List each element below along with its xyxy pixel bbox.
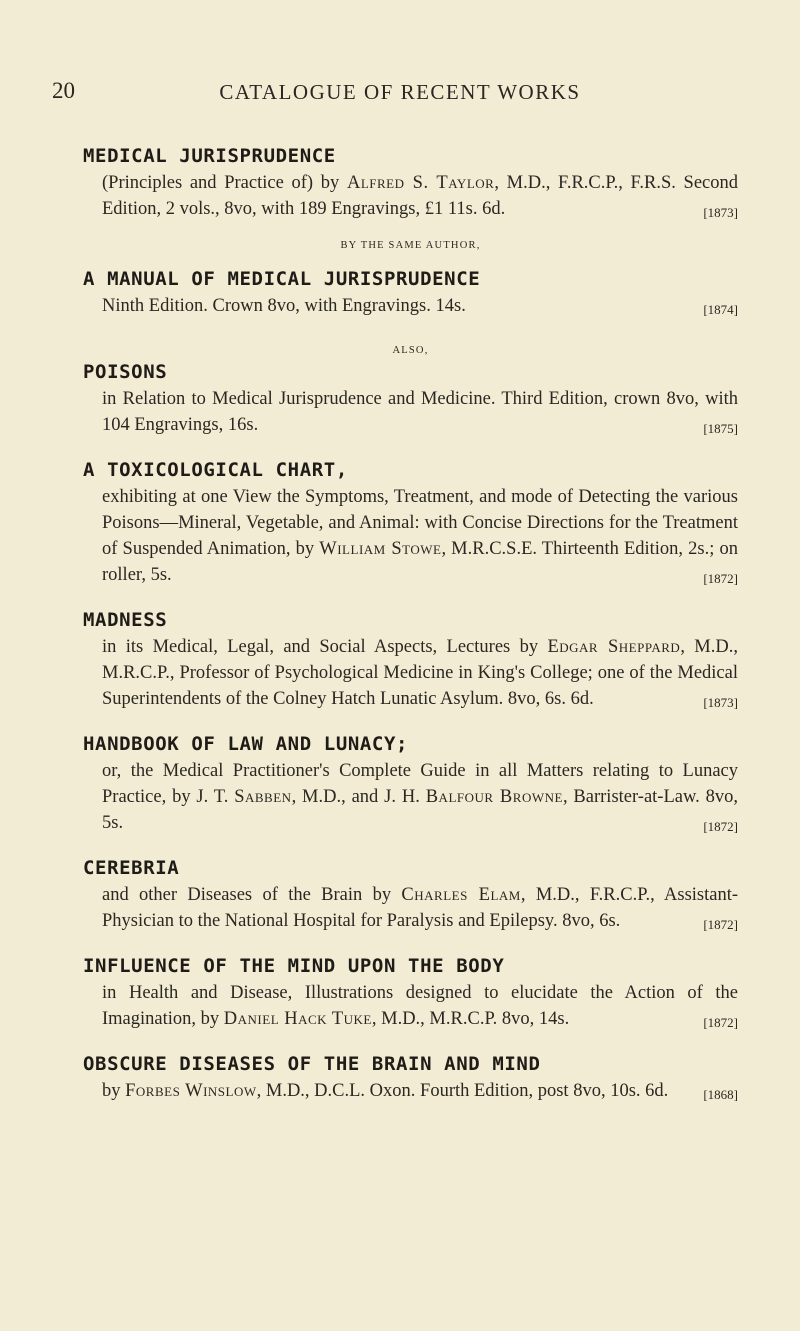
entry-description: exhibiting at one View the Symptoms, Treatment, and mode of Detecting the various Poisons—Mineral, Vegetable, and Animal: with Concise Directions for the Treatment of Suspended Animation, by William Stowe, M.R.C.S.E. Thirteenth Edition, 2s.; on roller, 5s. [1872] bbox=[83, 484, 738, 588]
author-name: Balfour Browne bbox=[425, 787, 563, 807]
entry-description: by Forbes Winslow, M.D., D.C.L. Oxon. Fourth Edition, post 8vo, 10s. 6d. [1868] bbox=[83, 1078, 738, 1104]
catalogue-entry bbox=[83, 854, 738, 934]
entry-title: OBSCURE DISEASES OF THE BRAIN AND MIND bbox=[83, 1053, 541, 1075]
catalogue-entry bbox=[83, 265, 738, 319]
page-number: 20 bbox=[52, 78, 75, 103]
author-name: Sabben bbox=[234, 787, 292, 807]
entry-title: POISONS bbox=[83, 361, 168, 383]
separator-also: ALSO, bbox=[392, 345, 429, 356]
catalogue-entry bbox=[83, 142, 738, 222]
running-head: CATALOGUE OF RECENT WORKS bbox=[219, 80, 581, 104]
entry-title: HANDBOOK OF LAW AND LUNACY; bbox=[83, 733, 409, 755]
entry-description: Ninth Edition. Crown 8vo, with Engravings. 14s. [1874] bbox=[83, 293, 738, 319]
publication-year: [1868] bbox=[703, 1087, 738, 1102]
entry-title: CEREBRIA bbox=[83, 857, 180, 879]
entry-description: (Principles and Practice of) by Alfred S. Taylor, M.D., F.R.C.P., F.R.S. Second Edition, 2 vols., 8vo, with 189 Engravings, £1 11s. 6d. [1873] bbox=[83, 170, 738, 222]
catalogue-entry bbox=[83, 456, 738, 588]
author-name: Daniel Hack Tuke bbox=[223, 1009, 372, 1029]
publication-year: [1874] bbox=[703, 302, 738, 317]
entry-title: A TOXICOLOGICAL CHART, bbox=[83, 459, 348, 481]
entry-description: in its Medical, Legal, and Social Aspects, Lectures by Edgar Sheppard, M.D., M.R.C.P., Professor of Psychological Medicine in King's College; one of the Medical Superintendents of the Colney Hatch Lunatic Asylum. 8vo, 6s. 6d. [1873] bbox=[83, 634, 738, 712]
author-name: Edgar Sheppard bbox=[547, 637, 681, 657]
entry-title: MADNESS bbox=[83, 609, 168, 631]
publication-year: [1873] bbox=[703, 205, 738, 220]
catalogue-entry bbox=[83, 606, 738, 712]
catalogue-entry bbox=[83, 952, 738, 1032]
entry-title: INFLUENCE OF THE MIND UPON THE BODY bbox=[83, 955, 505, 977]
catalogue-listing bbox=[83, 142, 738, 1122]
entry-description: or, the Medical Practitioner's Complete Guide in all Matters relating to Lunacy Practice, by J. T. Sabben, M.D., and J. H. Balfour Browne, Barrister-at-Law. 8vo, 5s. [1872] bbox=[83, 758, 738, 836]
author-name: Alfred S. Taylor bbox=[346, 173, 495, 193]
entry-title: A MANUAL OF MEDICAL JURISPRUDENCE bbox=[83, 268, 481, 290]
entry-description: and other Diseases of the Brain by Charles Elam, M.D., F.R.C.P., Assistant-Physician to the National Hospital for Paralysis and Epilepsy. 8vo, 6s. [1872] bbox=[83, 882, 738, 934]
catalogue-entry bbox=[83, 1050, 738, 1104]
entry-description: in Health and Disease, Illustrations designed to elucidate the Action of the Imagination, by Daniel Hack Tuke, M.D., M.R.C.P. 8vo, 14s. [1872] bbox=[83, 980, 738, 1032]
publication-year: [1872] bbox=[703, 819, 738, 834]
page-header bbox=[0, 78, 800, 108]
entry-title: MEDICAL JURISPRUDENCE bbox=[83, 145, 336, 167]
separator-same-author: BY THE SAME AUTHOR, bbox=[340, 240, 481, 251]
publication-year: [1875] bbox=[703, 421, 738, 436]
author-name: William Stowe bbox=[319, 539, 442, 559]
entry-description: in Relation to Medical Jurisprudence and Medicine. Third Edition, crown 8vo, with 104 Engravings, 16s. [1875] bbox=[83, 386, 738, 438]
publication-year: [1872] bbox=[703, 571, 738, 586]
catalogue-entry bbox=[83, 730, 738, 836]
author-name: Forbes Winslow bbox=[125, 1081, 257, 1101]
publication-year: [1873] bbox=[703, 695, 738, 710]
author-name: Charles Elam bbox=[401, 885, 521, 905]
publication-year: [1872] bbox=[703, 917, 738, 932]
catalogue-entry bbox=[83, 358, 738, 438]
publication-year: [1872] bbox=[703, 1015, 738, 1030]
